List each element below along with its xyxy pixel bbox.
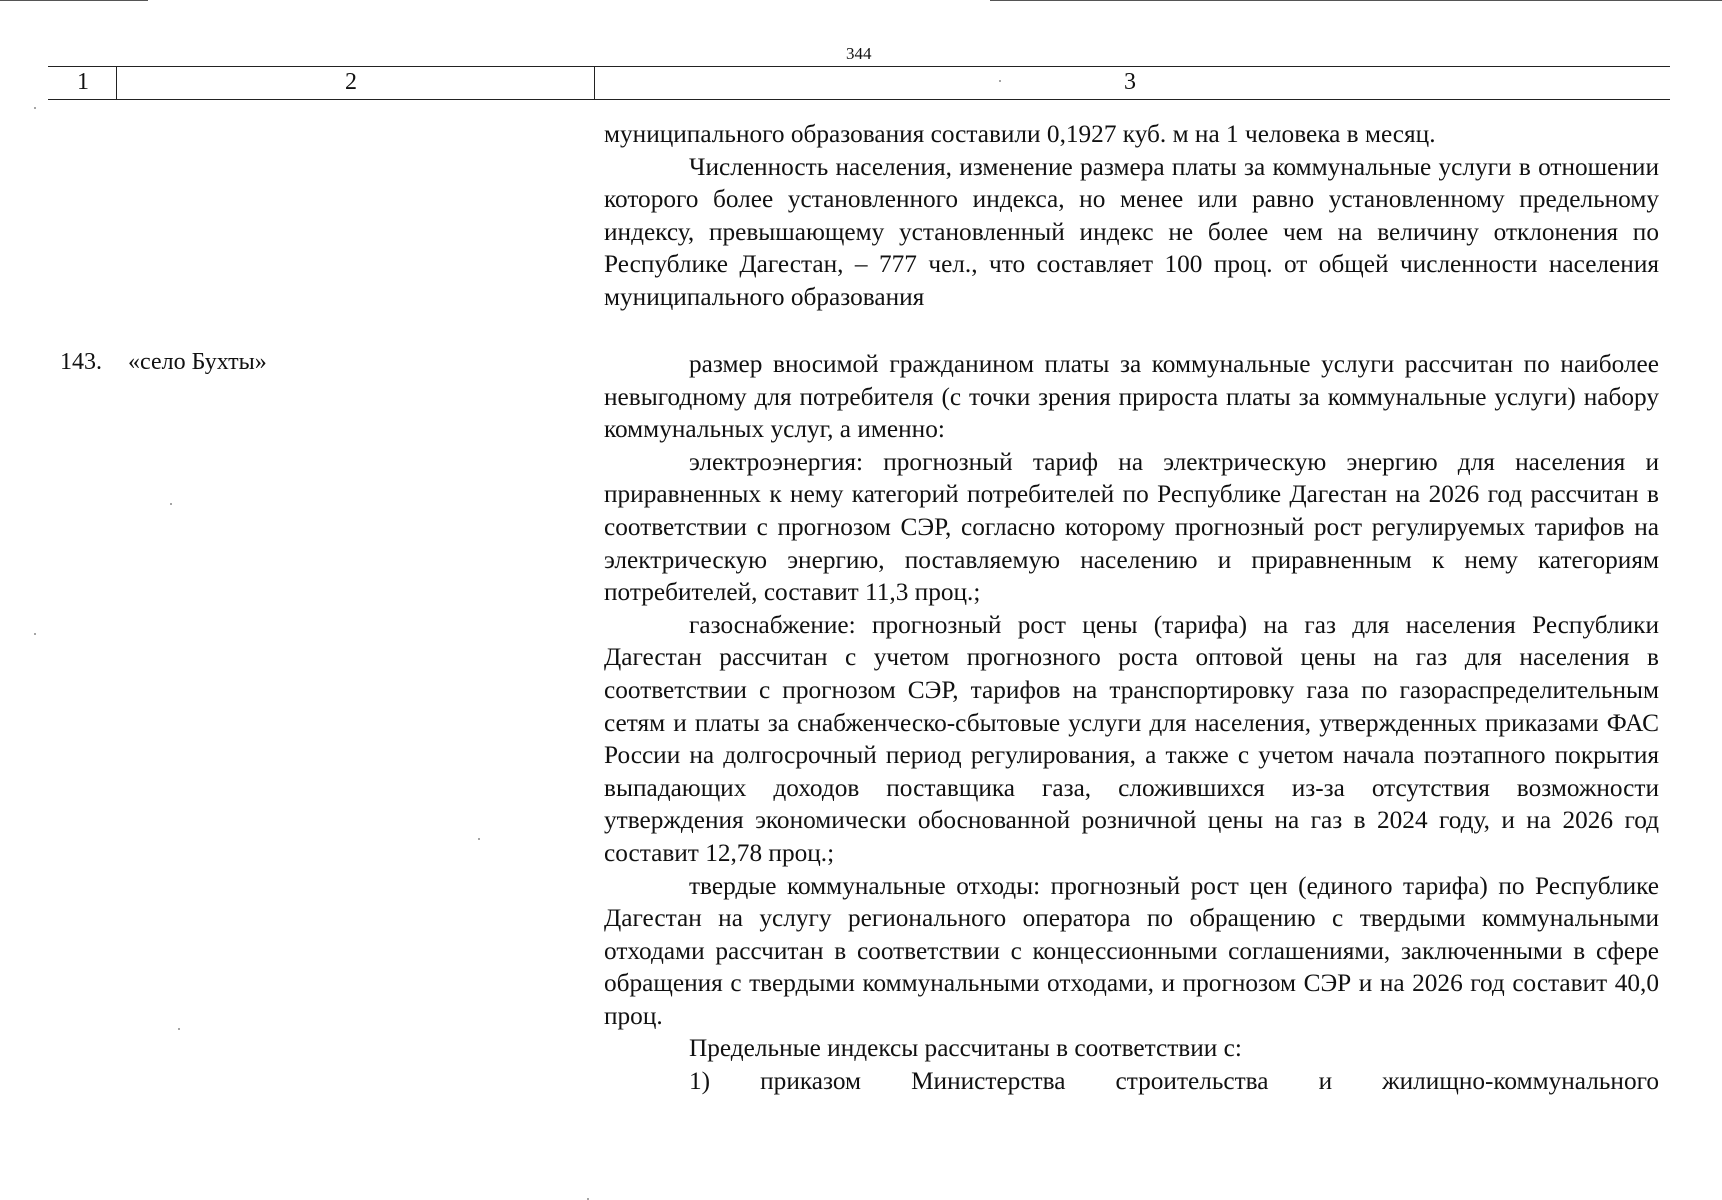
scan-edge-left (0, 0, 148, 1)
municipality-name: «село Бухты» (128, 349, 267, 375)
table-header-divider-1 (116, 66, 117, 99)
paragraph-solid-waste: твердые коммунальные отходы: прогнозный рост цен (единого тарифа) по Республике Дагестан на услугу регионального оператора по обращению с твердыми коммунальными отходами рассчитан в соответствии с концессионными соглашениями, заключенными в сфере обращения с твердыми коммунальными отходами, и прогнозом СЭР и на 2026 год составит 40,0 проц. (604, 871, 1659, 1030)
table-header-top-rule (48, 66, 1670, 67)
scan-speck (34, 107, 36, 109)
table-header-divider-2 (594, 66, 595, 99)
paragraph-payment-size: размер вносимой гражданином платы за коммунальные услуги рассчитан по наиболее невыгодному для потребителя (с точки зрения прироста платы за коммунальные услуги) набору коммунальных услуг, а именно: (604, 350, 1659, 444)
column-header-3: 3 (1124, 69, 1136, 95)
column-header-1: 1 (77, 69, 89, 95)
paragraph-gas: газоснабжение: прогнозный рост цены (тарифа) на газ для населения Республики Дагестан рассчитан с учетом прогнозного роста оптовой цены на газ для населения в соответствии с прогнозом СЭР, тарифов на транспортировку газа по газораспределительным сетям и платы за снабженческо-сбытовые услуги для населения, утвержденных приказами ФАС России на долгосрочный период регулирования, а также с учетом начала поэтапного покрытия выпадающих доходов поставщика газа, сложившихся из-за отсутствия возможности утверждения экономически обоснованной розничной цены на газ в 2024 году, и на 2026 год составит 12,78 проц.; (604, 610, 1659, 867)
scan-speck (478, 838, 480, 840)
row-number: 143. (60, 349, 102, 375)
row-description (604, 348, 1659, 1098)
table-header-bottom-rule (48, 99, 1670, 100)
paragraph-electricity: электроэнергия: прогнозный тариф на электрическую энергию для населения и приравненных к нему категорий потребителей по Республике Дагестан на 2026 год рассчитан в соответствии с прогнозом СЭР, согласно которому прогнозный рост регулируемых тарифов на электрическую энергию, поставляемую населению и приравненным к нему категориям потребителей, составит 11,3 проц.; (604, 447, 1659, 607)
previous-row-paragraph: Численность населения, изменение размера платы за коммунальные услуги в отношении которого более установленного индекса, но менее или равно установленному предельному индексу, превышающему установленный индекс не более чем на величину отклонения по Республике Дагестан, – 777 чел., что составляет 100 проц. от общей численности населения муниципального образования (604, 152, 1659, 311)
paragraph-indices: Предельные индексы рассчитаны в соответствии с: (689, 1034, 1242, 1063)
scan-speck (170, 503, 172, 505)
previous-row-line: муниципального образования составили 0,1927 куб. м на 1 человека в месяц. (604, 120, 1436, 148)
scan-speck (178, 1028, 180, 1030)
scan-edge-right (990, 0, 1722, 1)
column-header-2: 2 (345, 69, 357, 95)
scan-speck (34, 633, 36, 635)
page-number: 344 (846, 44, 872, 63)
scan-speck (999, 80, 1001, 82)
paragraph-order: 1) приказом Министерства строительства и жилищно-коммунального (689, 1067, 1659, 1096)
previous-row-text (604, 118, 1659, 314)
